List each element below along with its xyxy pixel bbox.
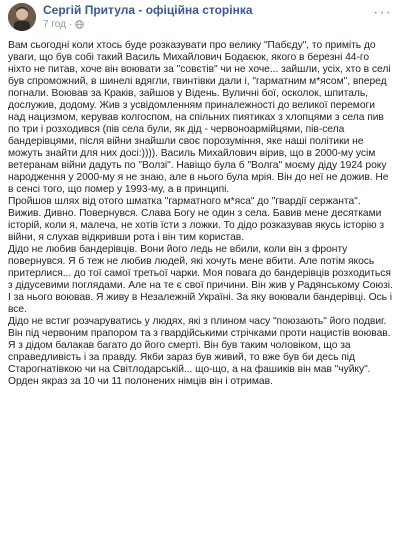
post-timestamp[interactable]: 7 год xyxy=(43,19,66,30)
more-options-icon[interactable]: ··· xyxy=(373,4,392,21)
post-text xyxy=(8,40,394,388)
post-meta xyxy=(43,19,84,30)
post-paragraph: Вам сьогодні коли хтось буде розказувати про велику "Пабєду", то приміть до уваги, що був собі такий Василь Михайлович Бодаєюк, якого в березні 44-го ніхто не питав, хоче він воювати за "совєтів" чи не хоче... зайшли, усіх, хто в селі був спроможний, в шинелі вдягли, гвинтівки дали і, "гарматним м*ясом", вперед погнали. Воював за Краків, зайшов у Відень. Вуличні бої, осколок, шпиталь, дослужив, додому. Жив з усвідомленням приналежності до великої перемоги над нацизмом, керував колгоспом, на спільних пиятиках з хлопцями з села пив по три і розходився (пів села були, як дід - червоноармійцями, пів-села бандерівцями, після війни знайшли своє порозуміння, яке наші політики не можуть знайти для них досі:)))). Василь Михайлович вірив, що в 2000-му усім ветеранам війни дадуть по "Волзі". Навіщо була б "Волга" моєму діду 1924 року народження у 2000-му я не знаю, але в нього була мрія. Він до неї не дожив. Не в сенсі того, що помер у 1993-му, а в принципі. xyxy=(8,40,391,195)
post-paragraph: Дідо не любив бандерівців. Вони його ледь не вбили, коли він з фронту повернувся. Я б теж не любив людей, які хочуть мене вбити. Але потім якось притерлися... до тої самої третьої чарки. Моя повага до бандерівців розходиться з дідусевими поглядами. Але на те є свої причини. Він жив у Радянському Союзі. І за нього воював. Я живу в Незалежній Україні. За яку воювали бандерівці. Ось і все. xyxy=(8,244,393,315)
post-paragraph: Дідо не встиг розчаруватись у людях, які з плином часу "поюзають" його подвиг. Він під червоним прапором та з гвардійськими стрічками проти нацистів воював. Я з дідом балакав багато до його смерті. Він був таким чоловіком, що за справедливість і за правду. Якби зараз був живий, то вже був би десь під Старогнатівкою чи на Світлодарській... що-що, а на фашиків він мав "чуйку". Орден якраз за 10 чи 11 полонених німців він і отримав. xyxy=(8,316,391,387)
post-paragraph: Пройшов шлях від отого шматка "гарматного м*яса" до "гвардії сержанта". Вижив. Дивно. Повернувся. Слава Богу не один з села. Бавив мене десятками історій, коли я, малеча, не хотів їсти з ложки. То дідо розказував якусь історію з війни, я слухав відкривши рота і він тим користав. xyxy=(8,196,385,243)
globe-icon xyxy=(75,20,84,29)
meta-separator: · xyxy=(68,19,73,30)
author-name-link[interactable]: Сергій Притула - офіційна сторінка xyxy=(43,3,253,17)
author-avatar[interactable] xyxy=(8,3,36,31)
post-header xyxy=(0,0,400,34)
avatar-photo xyxy=(8,3,36,31)
